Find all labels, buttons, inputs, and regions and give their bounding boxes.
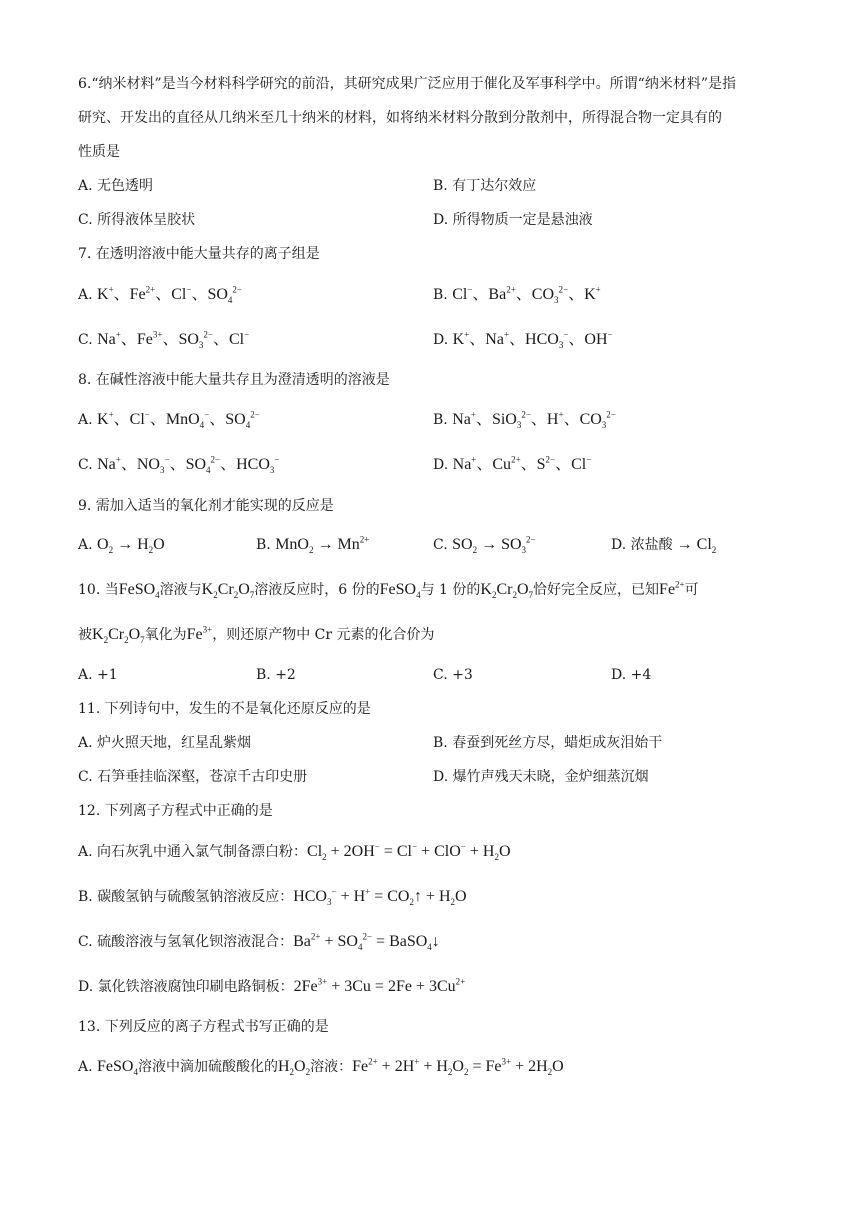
q6-stem-line3: 性质是 [78,144,120,160]
q8-option-c: C. Na+、$NO_3^-$、$SO_4^{2-}$、$HCO_3^-$ [78,454,280,476]
q6-option-d: D. 所得物质一定是悬浊液 [433,212,593,228]
q11-option-c: C. 石笋垂挂临深壑，苍凉千古印史册 [78,769,308,785]
q8-stem: 8. 在碱性溶液中能大量共存且为澄清透明的溶液是 [78,372,390,388]
q8-option-b: B. Na+、SiO$_3^{2-}$、H+、$CO_3^{2-}$ [433,409,616,431]
q6-option-c: C. 所得液体呈胶状 [78,212,196,228]
q7-option-b: B. Cl−、$Ba^{2+}$、$CO_3^{2-}$、K+ [433,284,601,306]
q12-option-a: A. 向石灰乳中通入氯气制备漂白粉：$Cl_2 + 2OH^- = Cl^- + ClO^- + H_2O$ [78,841,511,863]
q8-option-d: D. Na+、$Cu^{2+}$、$S^{2-}$、Cl− [433,454,592,473]
q12-option-d: D. 氯化铁溶液腐蚀印刷电路铜板：$2Fe^{3+} + 3Cu = 2Fe + 3Cu^{2+}$ [78,976,466,995]
q6-stem-line2: 研究、开发出的直径从几纳米至几十纳米的材料，如将纳米材料分散到分散剂中，所得混合物一定具有的 [78,110,722,126]
q11-option-d: D. 爆竹声残天未晓，金炉细蒸沉烟 [433,769,649,785]
q10-stem-line1: 10. 当FeSO$_4$溶液与$K_2Cr_2O_7$溶液反应时，6 份的FeSO$_4$与 1 份的$K_2Cr_2O_7$恰好完全反应，已知$Fe^{2+}$可 [78,579,699,601]
q10-option-c: C. +3 [433,667,473,683]
q12-option-b: B. 碳酸氢钠与硫酸氢钠溶液反应：$HCO_3^- + H^+$ = $CO_2↑ + H_2O$ [78,886,467,908]
q11-stem: 11. 下列诗句中，发生的不是氧化还原反应的是 [78,701,371,717]
q7-option-c: C. Na+、$Fe^{3+}$、$SO_3^{2-}$、Cl− [78,329,250,351]
q9-option-d: D. 浓盐酸 → $Cl_2$ [611,536,717,556]
q6-option-b: B. 有丁达尔效应 [433,178,537,194]
q11-option-b: B. 春蚕到死丝方尽，蜡炬成灰泪始干 [433,735,663,751]
q7-option-a: A. K+、$Fe^{2+}$、Cl−、$SO_4^{2-}$ [78,284,242,306]
q8-option-a: A. K+、Cl−、MnO$_4$−、$SO_4^{2-}$ [78,409,260,431]
q10-stem-line2: 被$K_2Cr_2O_7$氧化为$Fe^{3+}$，则还原产物中 Cr 元素的化合价为 [78,624,435,646]
q9-option-b: B. $MnO_2 \to Mn^{2+}$ [256,534,370,556]
q6-stem-line1: 6.“纳米材料”是当今材料科学研究的前沿，其研究成果广泛应用于催化及军事科学中。所谓“纳米材料”是指 [78,76,736,92]
q6-option-a: A. 无色透明 [78,178,154,194]
q9-stem: 9. 需加入适当的氧化剂才能实现的反应是 [78,498,334,514]
q7-stem: 7. 在透明溶液中能大量共存的离子组是 [78,246,320,262]
q12-option-c: C. 硫酸溶液与氢氧化钡溶液混合：$Ba^{2+} + SO_4^{2-}$ = BaSO$_4$↓ [78,931,440,953]
q9-option-c: C. $SO_2 \to SO_3^{2-}$ [433,534,536,556]
q10-option-b: B. +2 [256,667,296,683]
q9-option-a: A. $O_2 \to H_2O$ [78,536,165,556]
q10-option-d: D. +4 [611,667,652,683]
q13-stem: 13. 下列反应的离子方程式书写正确的是 [78,1019,329,1035]
q12-stem: 12. 下列离子方程式中正确的是 [78,803,273,819]
q13-option-a: A. FeSO$_4$溶液中滴加硫酸酸化的$H_2O_2$溶液：$Fe^{2+} + 2H^+ + H_2O_2 = Fe^{3+} + 2H_2O$ [78,1056,564,1078]
q7-option-d: D. K+、Na+、$HCO_3^-$、OH− [433,329,613,351]
q11-option-a: A. 炉火照天地，红星乱紫烟 [78,735,252,751]
q10-option-a: A. +1 [78,667,118,683]
